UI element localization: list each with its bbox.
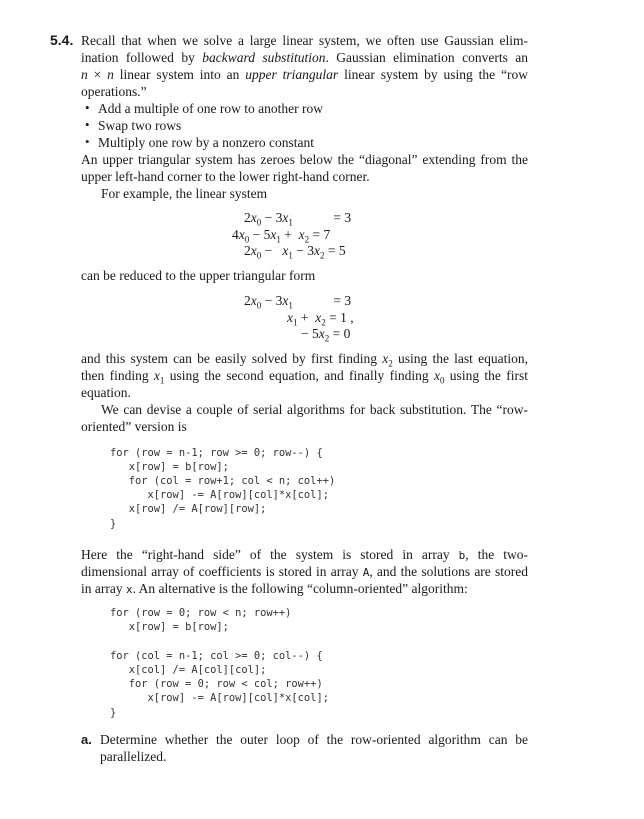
serial-line-1: We can devise a couple of serial algorithms for back substitution. The “row- <box>101 402 528 417</box>
upper-desc-line-2: upper left-hand corner to the lower right-hand corner. <box>81 169 370 184</box>
col-code-line: x[row] = b[row]; <box>110 621 229 633</box>
rhs-line-1: Here the “right-hand side” of the system is stored in array b, the two- <box>81 547 528 562</box>
bullet-dot: • <box>85 117 90 132</box>
serial-line-2: oriented” version is <box>81 419 187 434</box>
row-code-line: } <box>110 518 117 530</box>
col-code-line: for (row = 0; row < col; row++) <box>110 678 323 690</box>
intro-line-4: operations.” <box>81 84 147 99</box>
exercise-number: 5.4. <box>50 32 74 48</box>
bullet-dot: • <box>85 134 90 149</box>
equation-3: $2x_0 - x_1 - 3x_2 = 5$ <box>244 243 346 261</box>
rhs-line-3: in array x. An alternative is the following “column-oriented” algorithm: <box>81 581 468 596</box>
equation-2: $4x_0 - 5x_1 + x_2 = 7$ <box>232 227 331 245</box>
bullet-item: Swap two rows <box>98 118 182 133</box>
reduced-intro: can be reduced to the upper triangular form <box>81 268 316 283</box>
intro-line-2: ination followed by backward substitution. Gaussian elimination converts an <box>81 50 528 65</box>
solve-line-1: and this system can be easily solved by first finding $x_2$ using the last equation, <box>81 351 528 369</box>
row-code-line: x[row] -= A[row][col]*x[col]; <box>110 489 329 501</box>
col-code-line: for (col = n-1; col >= 0; col--) { <box>110 650 323 662</box>
equation-1: $2x_0 - 3x_1$ = 3 <box>244 210 352 228</box>
row-code-line: x[row] /= A[row][row]; <box>110 503 267 515</box>
bullet-item: Multiply one row by a nonzero constant <box>98 135 314 150</box>
solve-line-2: then finding $x_1$ using the second equation, and finally finding $x_0$ using the first <box>81 368 528 386</box>
rhs-line-2: dimensional array of coefficients is stored in array A, and the solutions are stored <box>81 564 529 579</box>
row-code-line: for (row = n-1; row >= 0; row--) { <box>110 447 323 459</box>
question-a-line-1: Determine whether the outer loop of the row-oriented algorithm can be <box>100 732 528 747</box>
example-intro: For example, the linear system <box>101 186 268 201</box>
question-a-label: a. <box>81 732 92 747</box>
triangular-equation-1: $2x_0 - 3x_1$ = 3 <box>244 293 352 311</box>
intro-line-3: n × n linear system into an upper triangular linear system by using the “row <box>81 67 528 82</box>
bullet-item: Add a multiple of one row to another row <box>98 101 323 116</box>
upper-desc-line-1: An upper triangular system has zeroes below the “diagonal” extending from the <box>81 152 528 167</box>
solve-line-3: equation. <box>81 385 131 400</box>
col-code-line: x[col] /= A[col][col]; <box>110 664 267 676</box>
question-a-line-2: parallelized. <box>100 749 167 764</box>
row-code-line: for (col = row+1; col < n; col++) <box>110 475 336 487</box>
col-code-line: } <box>110 707 117 719</box>
col-code-line: x[row] -= A[row][col]*x[col]; <box>110 692 329 704</box>
triangular-equation-2: $x_1 + x_2 = 1$ , <box>287 310 354 328</box>
intro-line-1: Recall that when we solve a large linear system, we often use Gaussian elim- <box>81 33 528 48</box>
col-code-line: for (row = 0; row < n; row++) <box>110 607 292 619</box>
bullet-dot: • <box>85 100 90 115</box>
row-code-line: x[row] = b[row]; <box>110 461 229 473</box>
triangular-equation-3: − $5x_2 = 0$ <box>301 326 351 344</box>
